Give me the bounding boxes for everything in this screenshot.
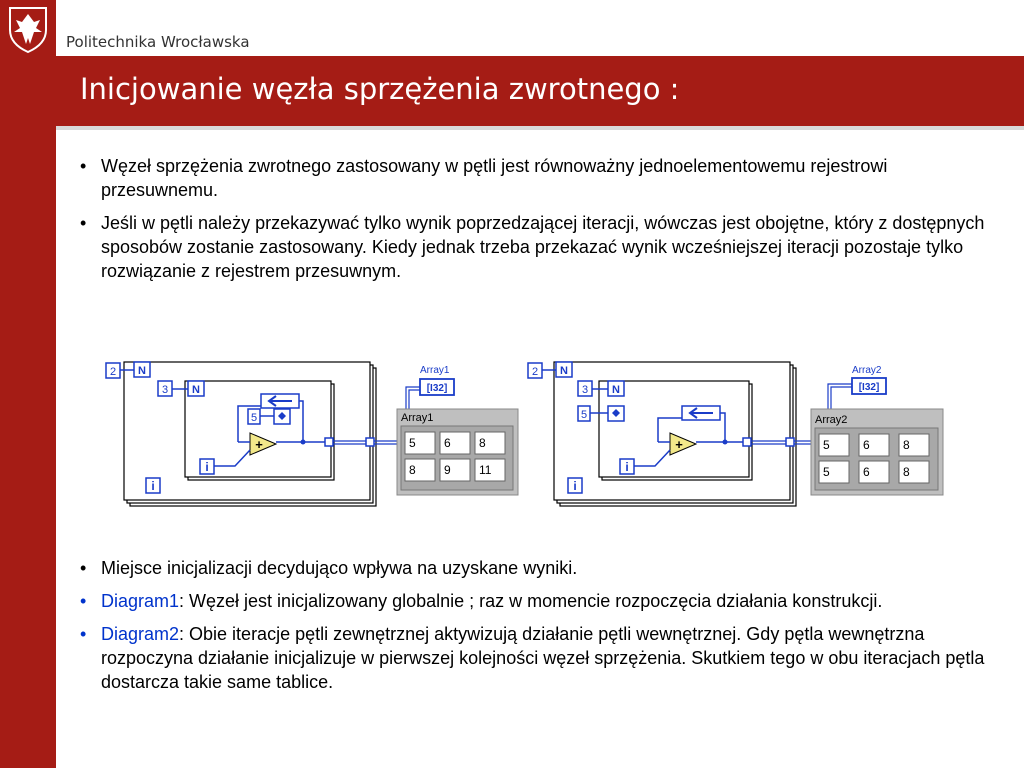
array-cell: 8 [409,463,416,477]
array-terminal-label: Array1 [420,365,450,376]
svg-text:+: + [675,437,683,452]
outer-i-label: i [151,479,155,493]
init-value: 5 [250,412,258,424]
outer-n-label: N [138,365,146,377]
array-type-label: [I32] [426,383,448,394]
bullet-item: • Węzeł sprzężenia zwrotnego zastosowany w pętli jest równoważny jednoelementowemu rejestrowi przesuwnemu. [80,154,1005,202]
array-cell: 8 [903,465,910,479]
bullet-item-diagram2 [80,622,1005,694]
university-name: Politechnika Wrocławska [66,33,250,51]
bullet-item: • Miejsce inicjalizacji decydująco wpływa na uzyskane wyniki. [80,556,1005,580]
university-logo [0,0,56,56]
diagram2-label: Diagram2 [101,624,180,644]
array-cell: 11 [479,463,492,477]
slide-title: Inicjowanie węzła sprzężenia zwrotnego : [80,72,680,106]
array-cell: 5 [823,465,830,479]
outer-n-label: N [560,365,568,377]
array-cell: 8 [903,438,910,452]
inner-n-label: N [192,384,200,396]
eagle-crest-icon [0,0,56,56]
left-brand-strip [0,56,56,768]
bottom-bullet-list [80,556,1005,703]
diagram1 [100,354,522,510]
svg-text:+: + [255,437,263,452]
indicator-label: Array1 [401,412,434,424]
init-value: 5 [580,409,588,421]
inner-i-label: i [625,460,629,474]
diagram1-description: : Węzeł jest inicjalizowany globalnie ; raz w momencie rozpoczęcia działania konstrukcji. [179,591,883,611]
array-cell: 6 [863,465,870,479]
inner-count-value: 3 [161,384,169,396]
array-cell: 8 [479,436,486,450]
array-terminal-label: Array2 [852,365,882,376]
bullet-item-diagram1 [80,589,1005,613]
inner-n-label: N [612,384,620,396]
outer-i-label: i [573,479,577,493]
array-cell: 9 [444,463,451,477]
array-type-label: [I32] [858,382,880,393]
array-cell: 5 [823,438,830,452]
array-cell: 6 [863,438,870,452]
indicator-label: Array2 [815,414,848,426]
diagram2-description: : Obie iteracje pętli zewnętrznej aktywizują działanie pętli wewnętrznej. Gdy pętla wewnętrzna rozpoczyna działanie inicjalizuje w pierwszej kolejności węzeł sprzężenia. Skutkiem tego w obu iteracjach pętla dostarcza takie same tablice. [101,624,985,692]
outer-count-value: 2 [531,366,539,378]
diagram2 [522,354,944,510]
diagram1-label: Diagram1 [101,591,180,611]
header-divider [56,126,1024,130]
array-cell: 5 [409,436,416,450]
bullet-item: • Jeśli w pętli należy przekazywać tylko wynik poprzedzającej iteracji, wówczas jest obojętne, który z dostępnych sposobów zostanie zastosowany. Kiedy jednak trzeba przekazać wynik wcześniejszej iteracji pozostaje tylko rozwiązanie z rejestrem przesuwnym. [80,211,1005,283]
inner-i-label: i [205,460,209,474]
top-bullet-list [80,154,1005,292]
inner-count-value: 3 [581,384,589,396]
array-cell: 6 [444,436,451,450]
outer-count-value: 2 [109,366,117,378]
